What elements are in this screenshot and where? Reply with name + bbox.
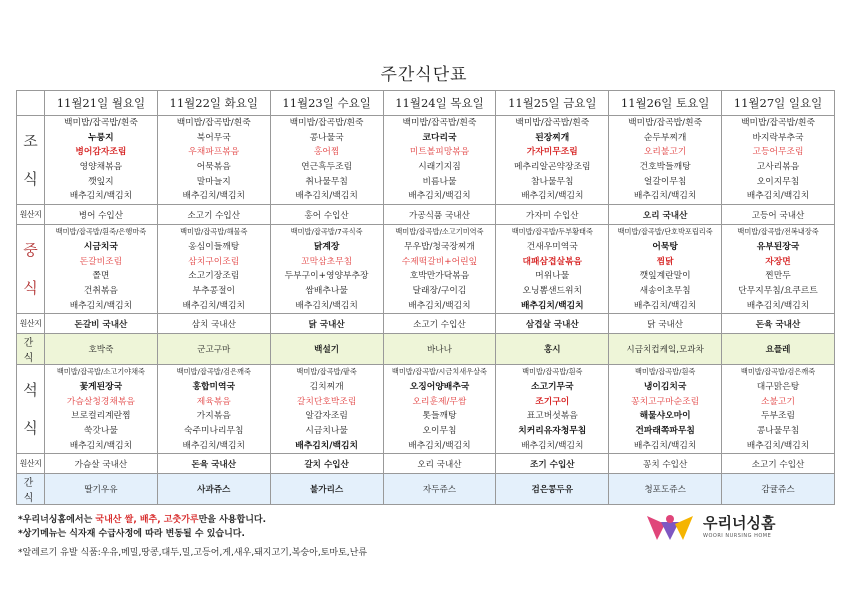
snack-cell: 군고구마 [157, 334, 270, 365]
logo-name: 우리너싱홈 [703, 514, 776, 532]
lunch-cell: 백미밥/잡곡밥/해물죽 옹심이들깨탕 삼치구이조림 소고기장조림 부추콩절이 배추김치/백김치 [157, 225, 270, 314]
logo-mark-icon [645, 512, 695, 542]
snack-cell: 청포도쥬스 [609, 474, 722, 505]
day-header: 11월26일 토요일 [609, 91, 722, 116]
snack-label: 간 식 [17, 334, 45, 365]
snack-cell: 시금치컵케잌,모과차 [609, 334, 722, 365]
origin-cell: 소고기 수입산 [157, 205, 270, 225]
corner-cell [17, 91, 45, 116]
dinner-cell: 백미밥/잡곡밥/팥죽 김치찌개 갈치단호박조림 알감자조림 시금치나물 배추김치/백김치 [270, 365, 383, 454]
snack-cell: 자두쥬스 [383, 474, 496, 505]
breakfast-origin-row [17, 205, 835, 225]
breakfast-cell: 백미밥/잡곡밥/흰죽 누룽지 병어감자조림 영양채볶음 깻잎지 배추김치/백김치 [45, 116, 158, 205]
lunch-cell: 백미밥/잡곡밥/흰죽/은행마죽 시금치국 돈갈비조림 쫄면 건취볶음 배추김치/백김치 [45, 225, 158, 314]
origin-cell: 홍어 수입산 [270, 205, 383, 225]
note-rice-origin: *우리너싱홈에서는 국내산 쌀, 배추, 고춧가루만을 사용합니다. [18, 515, 267, 525]
origin-cell: 소고기 수입산 [722, 454, 835, 474]
origin-cell: 돈육 국내산 [722, 314, 835, 334]
day-header: 11월24일 목요일 [383, 91, 496, 116]
origin-cell: 오리 국내산 [609, 205, 722, 225]
lunch-cell: 백미밥/잡곡밥/전복내장죽 유부된장국 자장면 찐만두 단무지무침/요쿠르트 배추김치/백김치 [722, 225, 835, 314]
origin-cell: 꽁치 수입산 [609, 454, 722, 474]
page-title: 주간식단표 [380, 65, 468, 85]
origin-cell: 가슴살 국내산 [45, 454, 158, 474]
origin-cell: 소고기 수입산 [383, 314, 496, 334]
breakfast-cell: 백미밥/잡곡밥/흰죽 된장찌개 가자미무조림 메추리알곤약장조림 참나물무침 배추김치/백김치 [496, 116, 609, 205]
snack-cell: 사과쥬스 [157, 474, 270, 505]
dinner-label: 석 식 [17, 365, 45, 454]
snack-cell: 감귤쥬스 [722, 474, 835, 505]
origin-cell: 돈갈비 국내산 [45, 314, 158, 334]
day-header: 11월22일 화요일 [157, 91, 270, 116]
origin-label: 원산지 [17, 205, 45, 225]
snack-cell: 호박죽 [45, 334, 158, 365]
day-header: 11월23일 수요일 [270, 91, 383, 116]
origin-cell: 가자미 수입산 [496, 205, 609, 225]
breakfast-cell: 백미밥/잡곡밥/흰죽 바지락부추국 고등어무조림 고사리볶음 오이지무침 배추김치/백김치 [722, 116, 835, 205]
breakfast-cell: 백미밥/잡곡밥/흰죽 순두부찌개 오리불고기 건호박들깨탕 얼갈이무침 배추김치/백김치 [609, 116, 722, 205]
brand-logo [645, 512, 845, 542]
origin-cell: 오리 국내산 [383, 454, 496, 474]
breakfast-row [17, 116, 835, 205]
lunch-cell: 백미밥/잡곡밥/두부황태죽 건새우미역국 대패삼겹살볶음 머위나물 오닝뽐샌드위치 배추김치/백김치 [496, 225, 609, 314]
snack-cell: 요플레 [722, 334, 835, 365]
dinner-row [17, 365, 835, 454]
lunch-origin-row [17, 314, 835, 334]
dinner-cell: 백미밥/잡곡밥/흰죽 냉이김치국 꽁치고구마순조림 해물샤오마이 건파래쪽파무침 배추김치/백김치 [609, 365, 722, 454]
day-header: 11월27일 일요일 [722, 91, 835, 116]
dinner-cell: 백미밥/잡곡밥/검은깨죽 대구맑은탕 소불고기 두부조림 콩나물무침 배추김치/백김치 [722, 365, 835, 454]
origin-cell: 삼겹살 국내산 [496, 314, 609, 334]
breakfast-cell: 백미밥/잡곡밥/흰죽 북어무국 우채파프볶음 어묵볶음 말마늘지 배추김치/백김치 [157, 116, 270, 205]
origin-cell: 가공식품 국내산 [383, 205, 496, 225]
lunch-label: 중 식 [17, 225, 45, 314]
origin-cell: 병어 수입산 [45, 205, 158, 225]
lunch-cell: 백미밥/잡곡밥/소고기미역죽 무우밥/청국장찌개 수제떡갈비+어린잎 호박만가닥볶음 달래장/구이김 배추김치/백김치 [383, 225, 496, 314]
dinner-snack-row [17, 474, 835, 505]
origin-label: 원산지 [17, 314, 45, 334]
day-header-row [17, 91, 835, 116]
origin-cell: 닭 국내산 [270, 314, 383, 334]
origin-cell: 돈육 국내산 [157, 454, 270, 474]
day-header: 11월25일 금요일 [496, 91, 609, 116]
snack-label: 간 식 [17, 474, 45, 505]
snack-cell: 백설기 [270, 334, 383, 365]
lunch-row [17, 225, 835, 314]
breakfast-cell: 백미밥/잡곡밥/흰죽 콩나물국 홍어찜 연근흑두조림 취나물무침 배추김치/백김치 [270, 116, 383, 205]
origin-cell: 조기 수입산 [496, 454, 609, 474]
weekly-menu-table [16, 90, 835, 505]
origin-cell: 갈치 수입산 [270, 454, 383, 474]
breakfast-cell: 백미밥/잡곡밥/흰죽 코다리국 미트볼피망볶음 시래기지짐 비름나물 배추김치/백김치 [383, 116, 496, 205]
origin-cell: 삼치 국내산 [157, 314, 270, 334]
dinner-origin-row [17, 454, 835, 474]
lunch-cell: 백미밥/잡곡밥/7곡식죽 닭계장 꼬막삼초무침 두부구이+영양부추장 쌈배추나물 배추김치/백김치 [270, 225, 383, 314]
dinner-cell: 백미밥/잡곡밥/시금치새우살죽 오징어양배추국 오리훈제/무쌈 톳들깨탕 오이무침 배추김치/백김치 [383, 365, 496, 454]
dinner-cell: 백미밥/잡곡밥/흰죽 소고기무국 조기구이 표고버섯볶음 치커리유자청무침 배추김치/백김치 [496, 365, 609, 454]
snack-cell: 딸기우유 [45, 474, 158, 505]
origin-cell: 닭 국내산 [609, 314, 722, 334]
note-menu-change: *상기메뉴는 식자재 수급사정에 따라 변동될 수 있습니다. [18, 529, 245, 539]
lunch-cell: 백미밥/잡곡밥/단호박포립리죽 어묵탕 찜닭 깻잎계란말이 새송이초무침 배추김치/백김치 [609, 225, 722, 314]
snack-cell: 바나나 [383, 334, 496, 365]
dinner-cell: 백미밥/잡곡밥/검은깨죽 홍합미역국 제육볶음 가지볶음 숙주미나리무침 배추김치/백김치 [157, 365, 270, 454]
breakfast-label: 조 식 [17, 116, 45, 205]
dinner-cell: 백미밥/잡곡밥/소고기야채죽 꽃게된장국 가슴살청경채볶음 브로컬리계란찜 쑥갓나물 배추김치/백김치 [45, 365, 158, 454]
note-allergy: *알레르기 유발 식품:우유,메밀,땅콩,대두,밀,고등어,게,새우,돼지고기,복숭아,토마토,난류 [18, 548, 368, 558]
snack-cell: 검은콩두유 [496, 474, 609, 505]
lunch-snack-row [17, 334, 835, 365]
day-header: 11월21일 월요일 [45, 91, 158, 116]
origin-label: 원산지 [17, 454, 45, 474]
snack-cell: 불가리스 [270, 474, 383, 505]
snack-cell: 홍시 [496, 334, 609, 365]
logo-subtitle: WOORI NURSING HOME [703, 533, 772, 539]
origin-cell: 고등어 국내산 [722, 205, 835, 225]
